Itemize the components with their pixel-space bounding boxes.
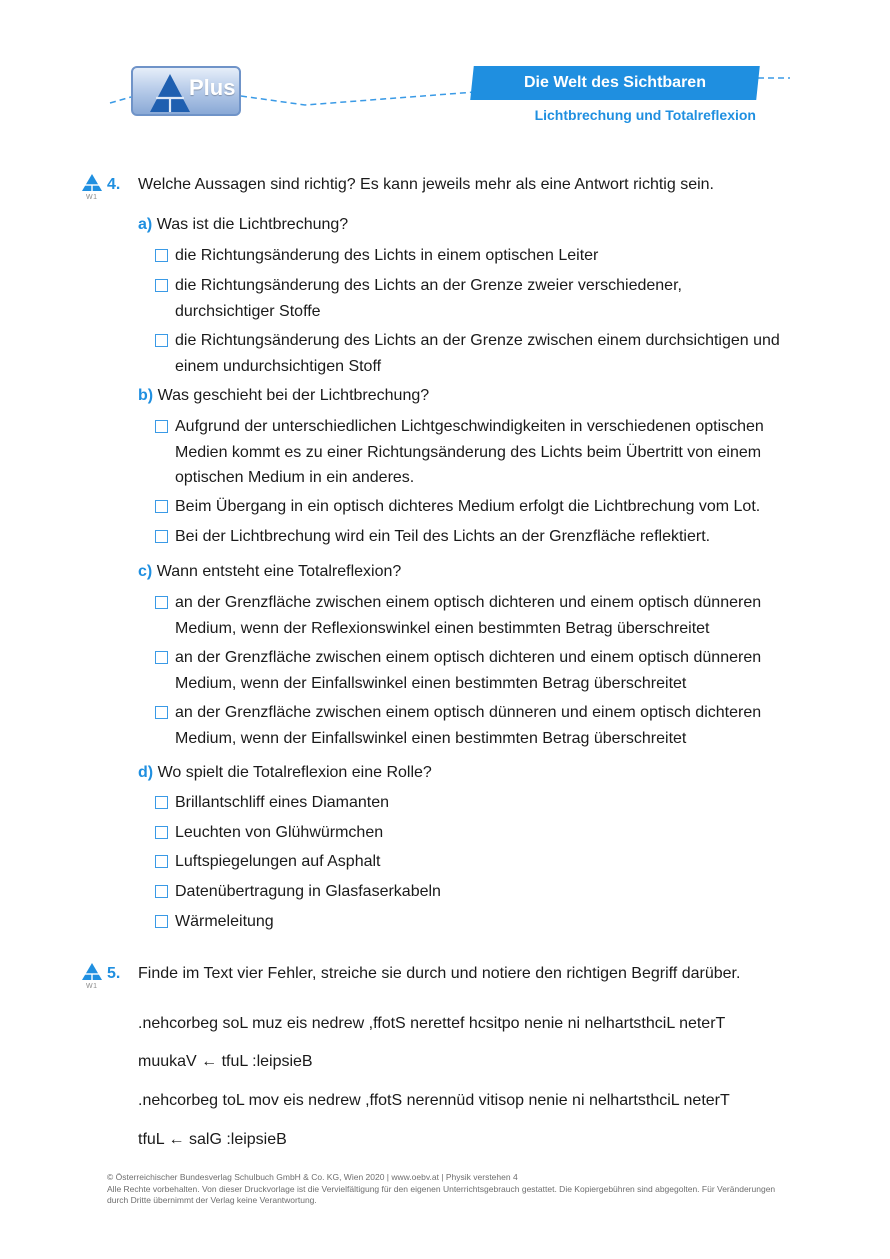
option-item [155,524,795,550]
option-item [155,909,795,935]
subquestion-text: Wann entsteht eine Totalreflexion? [156,563,402,580]
subquestion-letter: d) [138,764,154,781]
option-text: die Richtungsänderung des Lichts in einem optischen Leiter [175,247,599,264]
subquestion-text: Wo spielt die Totalreflexion eine Rolle? [157,764,432,781]
option-item [155,243,795,269]
task-5-level-icon [82,963,102,990]
checkbox[interactable] [155,706,168,719]
subquestion-letter: b) [138,387,154,404]
task-4-level-icon [82,174,102,201]
option-text: Leuchten von Glühwürmchen [175,824,384,841]
option-item [155,790,795,816]
pyramid-icon [149,73,191,113]
option-item [155,273,795,324]
subquestion-text: Was geschieht bei der Lichtbrechung? [157,387,430,404]
subquestion-c [138,563,401,581]
option-item [155,879,795,905]
checkbox[interactable] [155,420,168,433]
subquestion-b [138,387,429,405]
checkbox[interactable] [155,826,168,839]
checkbox[interactable] [155,530,168,543]
checkbox[interactable] [155,500,168,513]
option-item [155,590,795,641]
option-text: Wärmeleitung [175,913,274,930]
checkbox[interactable] [155,651,168,664]
chapter-title: Die Welt des Sichtbaren [524,74,706,91]
option-text: Beim Übergang in ein optisch dichteres Medium erfolgt die Lichtbrechung vom Lot. [175,498,761,515]
option-text: Aufgrund der unterschiedlichen Lichtgeschwindigkeiten in verschiedenen optischen Medien kommt es zu einer Richtungsänderung des Lichts beim Übertritt von einem optischen Medium in ein anderes. [175,418,764,486]
level-label: W1 [86,983,98,990]
option-item [155,414,795,491]
footer [107,1172,787,1207]
checkbox[interactable] [155,249,168,262]
reversed-text-line: .nehcorbeg soL muz eis nedrew ,ffotS nerettef hcsitpo nenie ni nelhartsthciL neterT [138,1015,726,1032]
subquestion-a [138,216,348,234]
checkbox[interactable] [155,796,168,809]
level-label: W1 [86,194,98,201]
option-item [155,645,795,696]
task-question: Finde im Text vier Fehler, streiche sie durch und notiere den richtigen Begriff darüber. [138,965,741,982]
option-item [155,328,795,379]
option-item [155,700,795,751]
subquestion-letter: a) [138,216,153,233]
option-text: Brillantschliff eines Diamanten [175,794,390,811]
pyramid-icon [82,174,102,192]
task-number: 4. [107,176,121,193]
footer-copyright: © Österreichischer Bundesverlag Schulbuch GmbH & Co. KG, Wien 2020 | www.oebv.at | Physik verstehen 4 [107,1172,518,1182]
subquestion-text: Was ist die Lichtbrechung? [156,216,349,233]
option-text: Luftspiegelungen auf Asphalt [175,853,381,870]
option-item [155,820,795,846]
checkbox[interactable] [155,334,168,347]
footer-rights: Alle Rechte vorbehalten. Von dieser Druckvorlage ist die Vervielfältigung für den eigenen Unterrichtsgebrauch gestattet. Die Kopiergebühren sind abgegolten. Für Veränderungen durch Dritte übernimmt der Verlag keine Verantwortung. [107,1183,776,1205]
reversed-text-line: .nehcorbeg toL mov eis nedrew ,ffotS nerennüd vitisop nenie ni nelhartsthciL neterT [138,1092,730,1109]
logo-text: Plus [189,75,236,100]
task-question: Welche Aussagen sind richtig? Es kann jeweils mehr als eine Antwort richtig sein. [138,176,714,193]
option-item [155,494,795,520]
option-text: an der Grenzfläche zwischen einem optisch dichteren und einem optisch dünneren Medium, wenn der Reflexionswinkel einen bestimmten Betrag überschreitet [175,594,762,637]
reversed-text-line: muukaV ← tfuL :leipsieB [138,1053,313,1070]
option-item [155,849,795,875]
option-text: an der Grenzfläche zwischen einem optisch dichteren und einem optisch dünneren Medium, wenn der Einfallswinkel einen bestimmten Betrag überschreitet [175,649,762,692]
plus-logo [131,66,241,116]
checkbox[interactable] [155,915,168,928]
pyramid-icon [82,963,102,981]
subquestion-letter: c) [138,563,153,580]
option-text: Bei der Lichtbrechung wird ein Teil des Lichts an der Grenzfläche reflektiert. [175,528,711,545]
subquestion-d [138,764,432,782]
reversed-text-line: tfuL ← salG :leipsieB [138,1131,287,1148]
page-subtitle: Lichtbrechung und Totalreflexion [534,107,756,123]
checkbox[interactable] [155,279,168,292]
checkbox[interactable] [155,596,168,609]
option-text: die Richtungsänderung des Lichts an der Grenze zwischen einem durchsichtigen und einem undurchsichtigen Stoff [175,332,780,375]
task-number: 5. [107,965,121,982]
option-text: Datenübertragung in Glasfaserkabeln [175,883,441,900]
option-text: die Richtungsänderung des Lichts an der Grenze zweier verschiedener, durchsichtiger Stoffe [175,277,682,320]
checkbox[interactable] [155,885,168,898]
option-text: an der Grenzfläche zwischen einem optisch dünneren und einem optisch dichteren Medium, wenn der Einfallswinkel einen bestimmten Betrag überschreitet [175,704,762,747]
checkbox[interactable] [155,855,168,868]
